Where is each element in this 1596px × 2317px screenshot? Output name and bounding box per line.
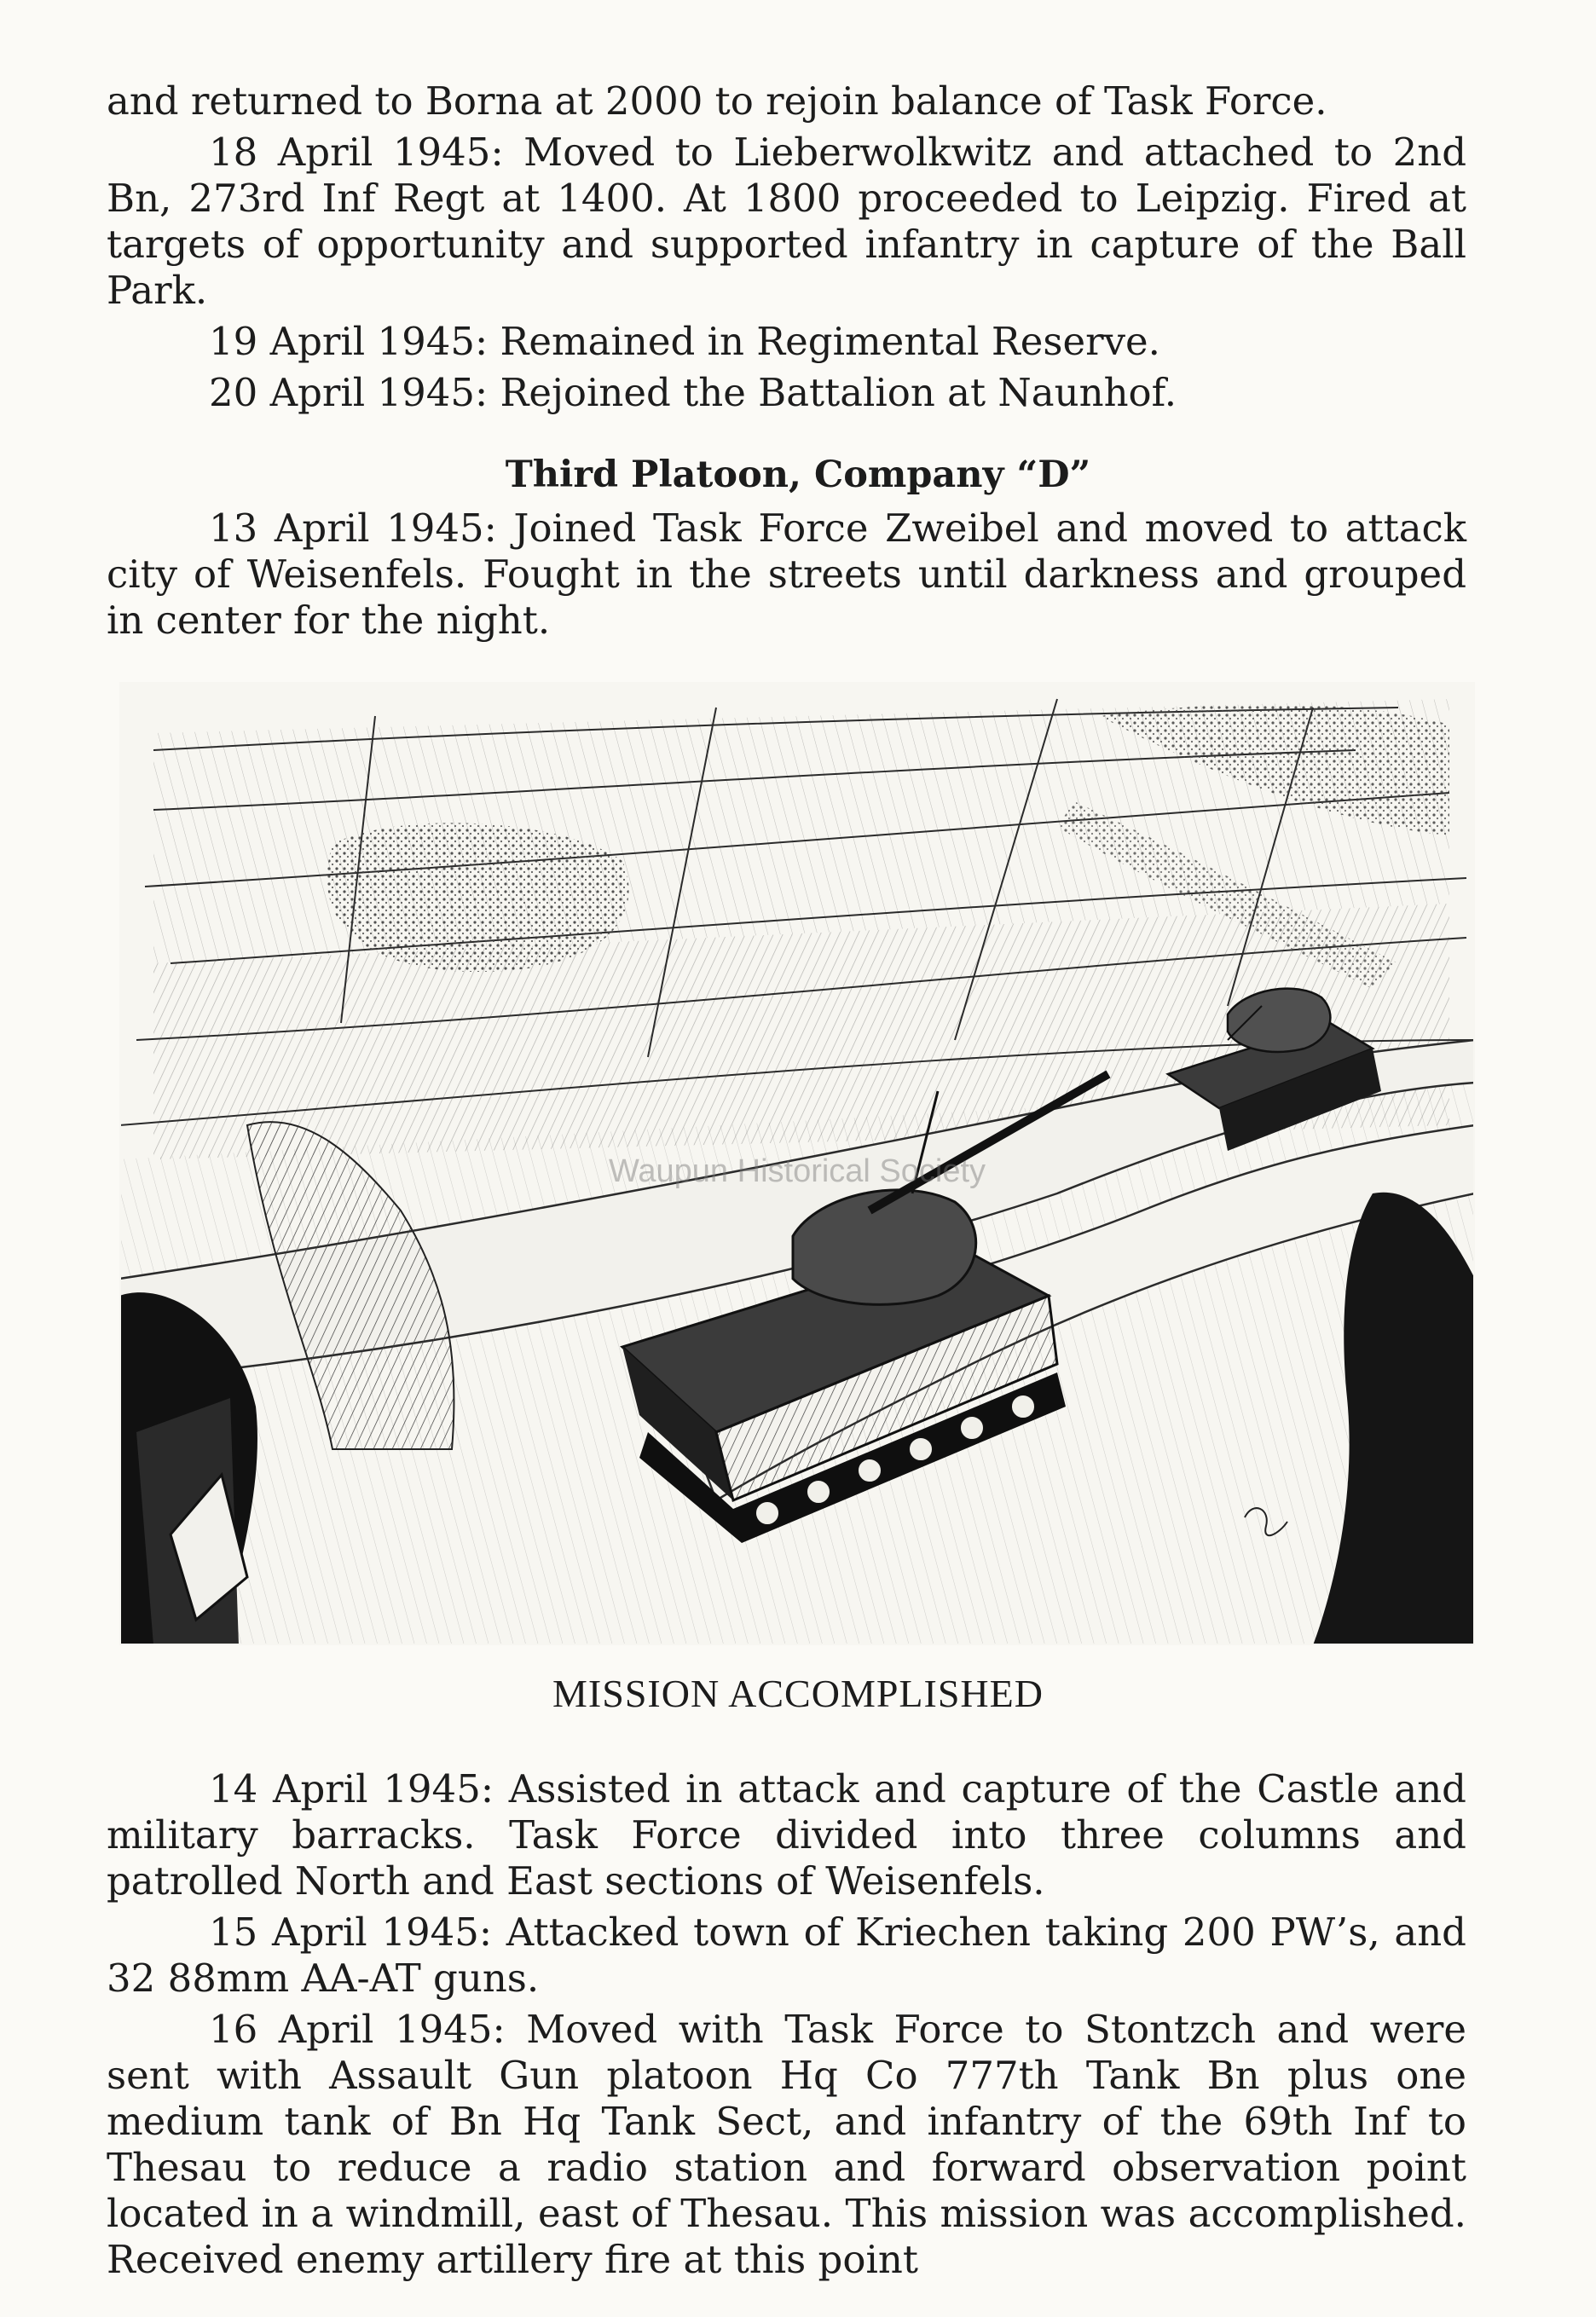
- tank-illustration: [119, 682, 1475, 1645]
- watermark-text: Waupun Historical Society: [608, 1153, 986, 1189]
- third-platoon-section: [107, 506, 1466, 649]
- paragraph-13-april: 13 April 1945: Joined Task Force Zweibel and moved to attack city of Weisenfels. Fought in the streets until darkness and grouped in center for the night.: [107, 506, 1466, 643]
- paragraph-continuation: and returned to Borna at 2000 to rejoin balance of Task Force.: [107, 78, 1327, 124]
- paragraph-14-april: 14 April 1945: Assisted in attack and capture of the Castle and military barracks. Task Force divided into three columns and patrolled North and East sections of Weisenfels.: [107, 1766, 1466, 1904]
- paragraph-16-april: 16 April 1945: Moved with Task Force to Stontzch and were sent with Assault Gun platoon Hq Co 777th Tank Bn plus one medium tank of Bn Hq Tank Sect, and infantry of the 69th Inf to Thesau to reduce a radio station and forward observation point located in a windmill, east of Thesau. This mission was accomplished. Received enemy artillery fire at this point: [107, 2007, 1466, 2282]
- paragraph-20-april: 20 April 1945: Rejoined the Battalion at Naunhof.: [209, 370, 1177, 415]
- paragraph-19-april: 19 April 1945: Remained in Regimental Reserve.: [209, 319, 1160, 364]
- paragraph-18-april: 18 April 1945: Moved to Lieberwolkwitz and attached to 2nd Bn, 273rd Inf Regt at 1400. At 1800 proceeded to Leipzig. Fired at targets of opportunity and supported infantry in capture of the Ball Park.: [107, 130, 1466, 313]
- paragraph-15-april: 15 April 1945: Attacked town of Kriechen taking 200 PW’s, and 32 88mm AA-AT guns.: [107, 1910, 1466, 2001]
- illustration-caption: MISSION ACCOMPLISHED: [552, 1672, 1044, 1715]
- bottom-section: [107, 1766, 1466, 2288]
- section-heading: Third Platoon, Company “D”: [505, 454, 1091, 496]
- top-section: [107, 78, 1466, 421]
